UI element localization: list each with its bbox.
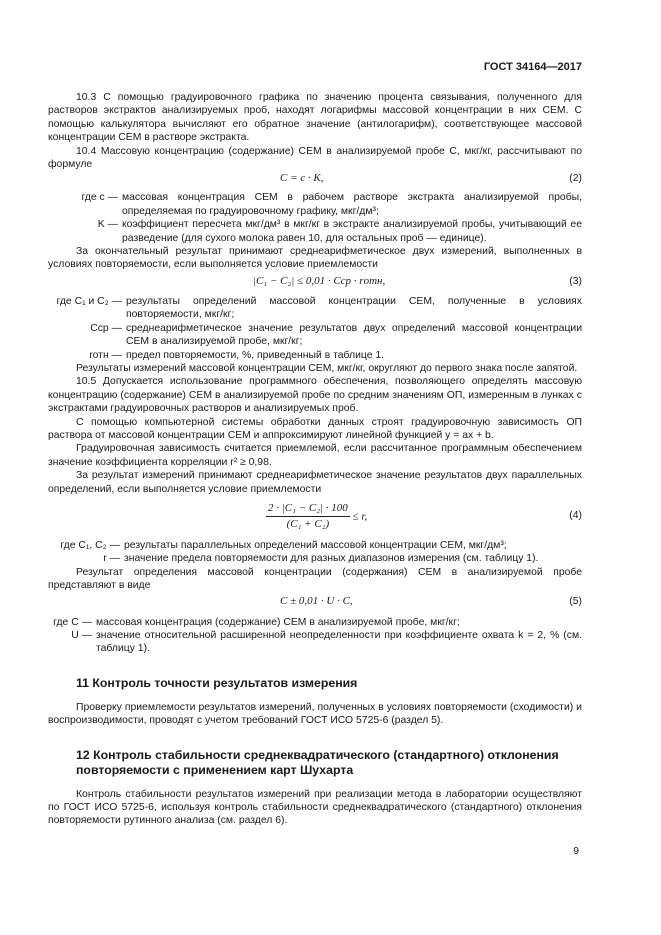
where-c-text: массовая концентрация СЕМ в рабочем растворе экстракта анализируемой пробы, определяемая по градуировочному графику, мкг/дм³; <box>122 192 582 217</box>
formula-5-number: (5) <box>569 595 582 607</box>
formula-4-fraction <box>266 502 350 532</box>
where-k-label: K — <box>97 219 118 231</box>
where-k-text: коэффициент пересчета мкг/дм³ в мкг/кг в экстракте анализируемой пробы, учитывающий ее разведение (для сухого молока равен 10, для остальных проб — единице). <box>122 219 582 244</box>
where-rotn <box>48 349 582 362</box>
where-rotn-text: предел повторяемости, %, приведенный в таблице 1. <box>126 349 385 361</box>
where4-c1c2-label: где C₁, C₂ — <box>60 539 120 551</box>
page-content <box>48 91 582 828</box>
paragraph-10-5: 10.5 Допускается использование программного обеспечения, позволяющего определять массовую концентрацию (содержание) СЕМ в анализируемой пробе по средним значениям ОП, измеренным в лунках с экстрактами градуировочных растворов и анализируемых проб. <box>48 376 582 415</box>
where5-c-text: массовая концентрация (содержание) СЕМ в анализируемой пробе, мкг/кг; <box>96 616 460 628</box>
formula-4-numerator: 2 · |C₁ − C₂| · 100 <box>266 502 350 517</box>
where4-r-label: r — <box>103 553 120 565</box>
formula-2-number: (2) <box>569 173 582 185</box>
where4-r <box>48 552 582 565</box>
paragraph-10-5-5: Результат определения массовой концентрации (содержания) СЕМ в анализируемой пробе представляют в виде <box>48 566 582 592</box>
where5-u <box>48 629 582 656</box>
where-ccp <box>48 322 582 349</box>
formula-5-expression: C ± 0,01 · U · C, <box>280 594 353 607</box>
where4-c1c2-text: результаты параллельных определений массовой концентрации СЕМ, мкг/дм³; <box>124 539 507 551</box>
where-c1c2 <box>48 295 582 322</box>
where-ccp-label: Cср — <box>90 322 122 334</box>
where5-c <box>48 616 582 629</box>
where-c1c2-label: где C₁ и C₂ — <box>56 295 122 307</box>
formula-4-number: (4) <box>569 509 582 521</box>
where5-u-text: значение относительной расширенной неопределенности при коэффициенте охвата k = 2, % (см. таблицу 1). <box>96 630 582 655</box>
formula-4-denominator: (C₁ + C₂) <box>286 518 330 531</box>
section-11-text: Проверку приемлемости результатов измерений, полученных в условиях повторяемости (сходимости) и воспроизводимости, проводят с учетом требований ГОСТ ИСО 5725-6 (раздел 5). <box>48 701 582 727</box>
formula-3-expression: |C₁ − C₂| ≤ 0,01 · Cср · rотн, <box>253 274 386 287</box>
where-c-label: где c — <box>81 192 118 204</box>
paragraph-10-4: 10.4 Массовую концентрацию (содержание) СЕМ в анализируемой пробе С, мкг/кг, рассчитывают по формуле <box>48 145 582 171</box>
document-code: ГОСТ 34164—2017 <box>483 61 582 73</box>
formula-2-expression: C = c · K, <box>280 172 324 185</box>
page-number: 9 <box>573 846 579 857</box>
where-ccp-text: среднеарифметическое значение результатов двух определений массовой концентрации СЕМ в анализируемой пробе, мкг/кг; <box>126 322 582 348</box>
formula-3 <box>48 275 582 290</box>
formula-4-tail: ≤ r, <box>352 510 368 523</box>
where5-c-label: где C — <box>53 616 92 628</box>
paragraph-10-3: 10.3 С помощью градуировочного графика по значению процента связывания, полученного для растворов экстрактов анализируемых проб, находят логарифмы массовой концентрации в них СЕМ. С помощью калькулятора вычисляют его обратное значение (антилогарифм), соответствующее массовой концентрации СЕМ в растворе экстракта. <box>48 92 582 144</box>
section-12-text: Контроль стабильности результатов измерений при реализации метода в лаборатории осуществляют по ГОСТ ИСО 5725-6, используя контроль стабильности среднеквадратического (стандартного) отклонения повторяемости рутинного анализа (см. раздел 6). <box>48 788 582 827</box>
formula-3-number: (3) <box>569 275 582 287</box>
section-11-heading: 11 Контроль точности результатов измерения <box>76 675 358 690</box>
formula-5 <box>48 595 582 610</box>
where4-r-text: значение предела повторяемости для разных диапазонов измерения (см. таблицу 1). <box>124 553 539 565</box>
formula-4-expression <box>266 502 367 532</box>
where-c <box>48 191 582 218</box>
where4-c1c2 <box>48 539 582 552</box>
where5-u-label: U — <box>71 630 92 641</box>
formula-2 <box>48 172 582 187</box>
section-12-heading: 12 Контроль стабильности среднеквадратического (стандартного) отклонения повторяемости с применением карт Шухарта <box>76 747 559 777</box>
paragraph-result: За окончательный результат принимают среднеарифметическое двух измерений, выполненных в условиях повторяемости, если выполняется условие приемлемости <box>48 246 582 271</box>
where-c1c2-text: результаты определений массовой концентрации СЕМ, полученные в условиях повторяемости, мкг/кг; <box>126 295 582 321</box>
where-rotn-label: rотн — <box>89 349 122 361</box>
paragraph-10-5-4: За результат измерений принимают среднеарифметическое значение результатов двух параллельных определений, если выполняется условие приемлемости <box>48 470 582 495</box>
paragraph-10-5-2: С помощью компьютерной системы обработки данных строят градуировочную зависимость ОП раствора от массовой концентрации СЕМ и аппроксимируют линейной функцией y = ax + b. <box>48 416 582 441</box>
formula-4 <box>48 500 582 534</box>
paragraph-10-5-3: Градуировочная зависимость считается приемлемой, если рассчитанное программным обеспечением значение коэффициента корреляции r² ≥ 0,98. <box>48 443 582 468</box>
where-k <box>48 218 582 245</box>
paragraph-rounding: Результаты измерений массовой концентрации СЕМ, мкг/кг, округляют до первого знака после запятой. <box>76 362 578 374</box>
